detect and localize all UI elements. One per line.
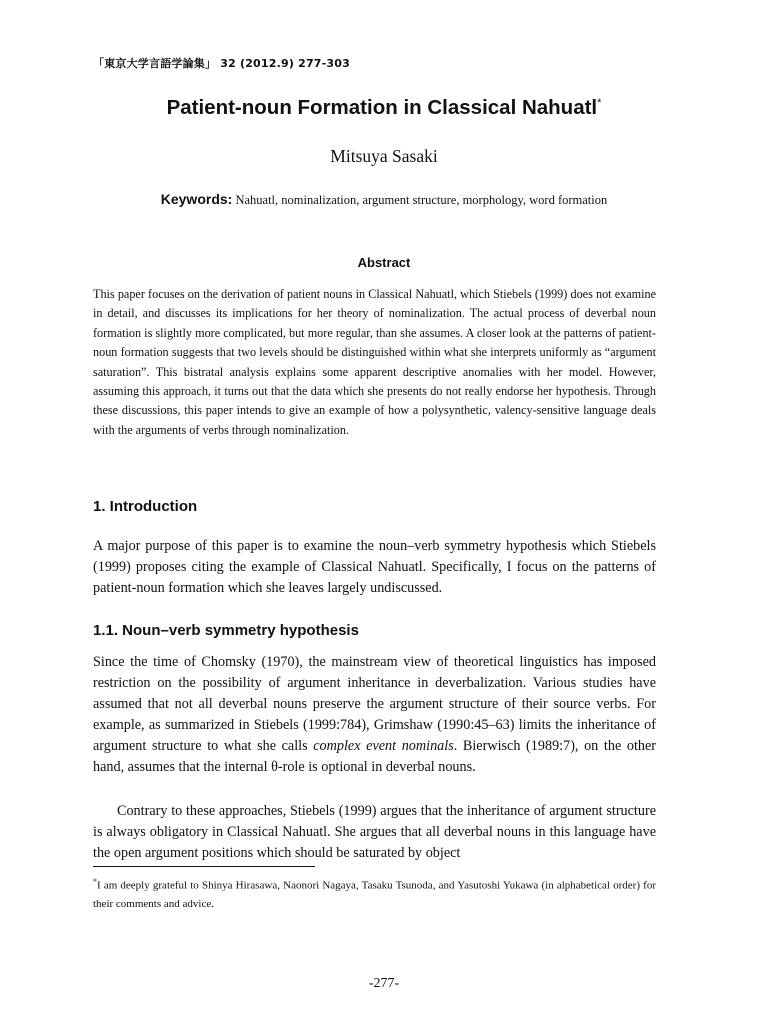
keywords-list: Nahuatl, nominalization, argument structure, morphology, word formation [235, 193, 608, 207]
footnote-text: I am deeply grateful to Shinya Hirasawa, Naonori Nagaya, Tasaku Tsunoda, and Yasutoshi Yukawa (in alphabetical order) for their comments and advice. [93, 879, 656, 910]
paper-title-text: Patient-noun Formation in Classical Nahuatl [166, 96, 598, 119]
journal-header: 「東京大学言語学論集」 32 (2012.9) 277-303 [93, 57, 350, 70]
footnote-rule [93, 866, 315, 867]
section-1-1-paragraph-1 [93, 652, 656, 778]
section-1-1-paragraph-2: Contrary to these approaches, Stiebels (1999) argues that the inheritance of argument structure is always obligatory in Classical Nahuatl. She argues that all deverbal nouns in this language have the open argument positions which should be saturated by object [93, 803, 656, 861]
paragraph-1-part-a: Since the time of Chomsky (1970), the mainstream view of theoretical linguistics has imposed restriction on the possibility of argument inheritance in deverbalization. Various studies have assumed that not all deverbal nouns preserve the argument structure of their source verbs. For example, as summarized in Stiebels (1999:784), Grimshaw (1990:45–63) limits the inheritance of argument structure to what she calls [93, 654, 656, 754]
section-1-1-heading: 1.1. Noun–verb symmetry hypothesis [93, 622, 359, 639]
paragraph-1-part-b: . Bierwisch (1989:7), on the other hand, assumes that the internal θ-role is optional in deverbal nouns. [93, 738, 657, 775]
footnote-mark: * [93, 877, 97, 886]
page-number: -277- [368, 976, 400, 991]
keywords-line [0, 191, 768, 208]
section-1-paragraph: A major purpose of this paper is to examine the noun–verb symmetry hypothesis which Stiebels (1999) proposes citing the example of Classical Nahuatl. Specifically, I focus on the patterns of patient-noun formation which she leaves largely undiscussed. [93, 538, 656, 596]
paper-title [0, 96, 768, 120]
title-footnote-mark: * [597, 97, 602, 110]
author: Mitsuya Sasaki [330, 146, 438, 166]
footnote [93, 873, 656, 913]
keywords-label: Keywords: [160, 191, 233, 207]
paragraph-1-emphasis: complex event nominals [313, 738, 454, 754]
abstract-heading: Abstract [357, 255, 411, 270]
abstract-text: This paper focuses on the derivation of patient nouns in Classical Nahuatl, which Stiebels (1999) does not examine in detail, and discusses its implications for her theory of nominalization. The actual process of deverbal noun formation is slightly more complicated, but more regular, than she assumes. A closer look at the patterns of patient-noun formation suggests that two levels should be distinguished within what she interprets uniformly as “argument saturation”. This bistratal analysis explains some apparent descriptive anomalies with her model. However, assuming this approach, it turns out that the data which she presents do not really endorse her hypothesis. Through these discussions, this paper intends to give an example of how a polysynthetic, valency-sensitive language deals with the arguments of verbs through nominalization. [93, 287, 656, 437]
section-1-heading: 1. Introduction [93, 498, 198, 515]
